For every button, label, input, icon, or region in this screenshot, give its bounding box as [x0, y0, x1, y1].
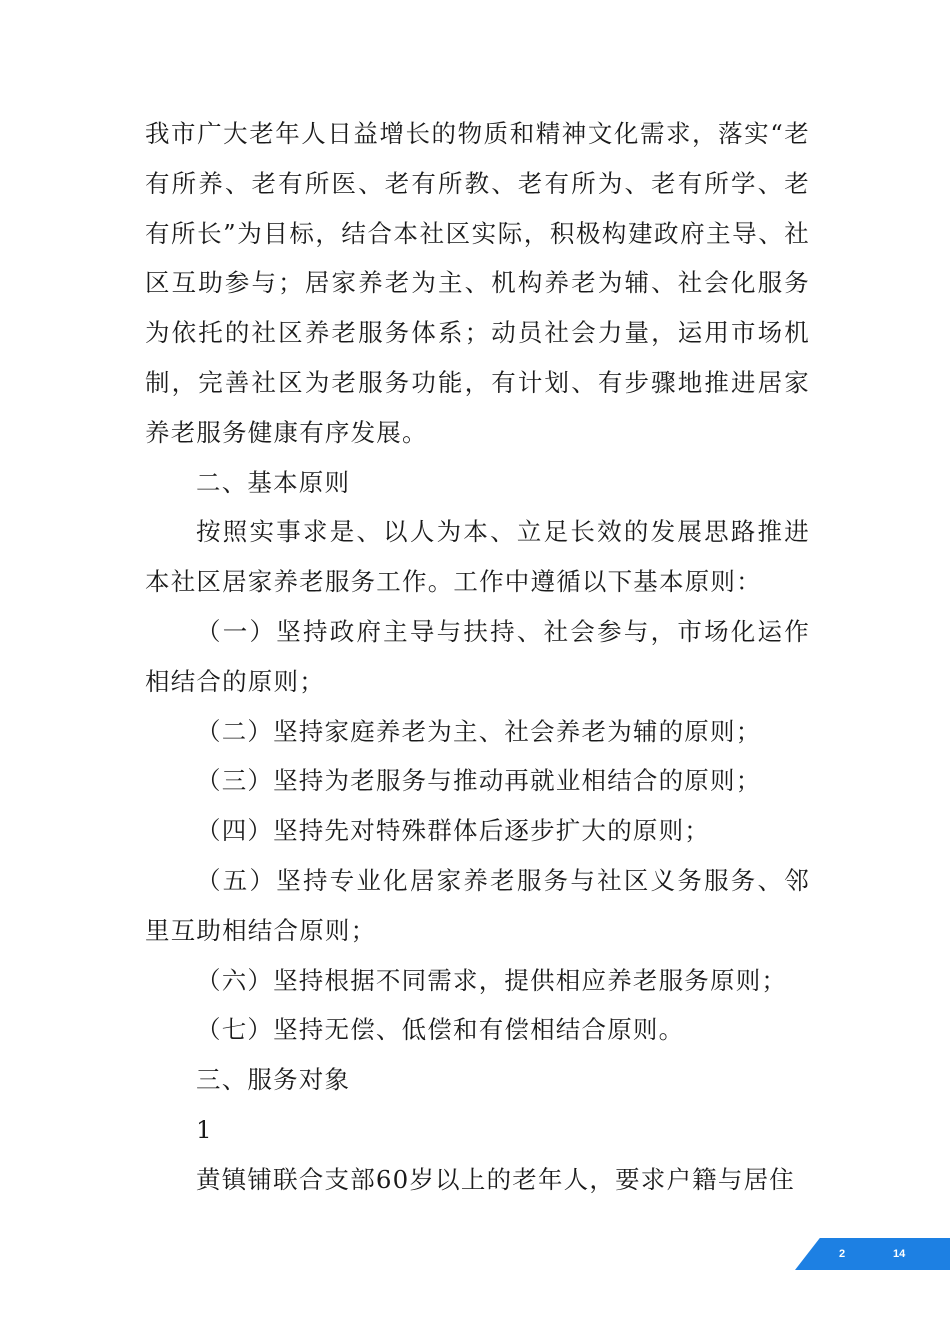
section-heading-basic-principles: 二、基本原则: [196, 467, 351, 497]
principle-item-4: （四）坚持先对特殊群体后逐步扩大的原则；: [196, 816, 710, 846]
principle-item-7: （七）坚持无偿、低偿和有偿相结合原则。: [196, 1015, 685, 1045]
principle-item-2: （二）坚持家庭养老为主、社会养老为辅的原则；: [196, 716, 762, 746]
page-number: 2: [839, 1248, 846, 1260]
paragraph-intro-continued: 我市广大老年人日益增长的物质和精神文化需求，落实“老有所养、老有所医、老有所教、老有所为、老有所学、老有所长”为目标，结合本社区实际，积极构建政府主导、社区互助参与；居家养老为主、机构养老为辅、社会化服务为依托的社区养老服务体系；动员社会力量，运用市场机制，完善社区为老服务功能，有计划、有步骤地推进居家养老服务健康有序发展。: [145, 119, 810, 447]
principle-item-5: （五）坚持专业化居家养老服务与社区义务服务、邻里互助相结合原则；: [145, 865, 810, 945]
principle-item-1: （一）坚持政府主导与扶持、社会参与，市场化运作相结合的原则；: [145, 616, 810, 696]
document-body: [145, 109, 810, 1205]
paragraph-principles-intro: 按照实事求是、以人为本、立足长效的发展思路推进本社区居家养老服务工作。工作中遵循以下基本原则：: [145, 517, 810, 597]
section-heading-service-targets: 三、服务对象: [196, 1065, 351, 1095]
paragraph-service-targets: 黄镇铺联合支部60岁以上的老年人，要求户籍与居住: [196, 1164, 795, 1194]
total-pages: 14: [893, 1248, 906, 1260]
list-number: 1: [196, 1114, 213, 1144]
principle-item-3: （三）坚持为老服务与推动再就业相结合的原则；: [196, 766, 762, 796]
principle-item-6: （六）坚持根据不同需求，提供相应养老服务原则；: [196, 965, 788, 995]
page-number-tab: [795, 1238, 950, 1270]
